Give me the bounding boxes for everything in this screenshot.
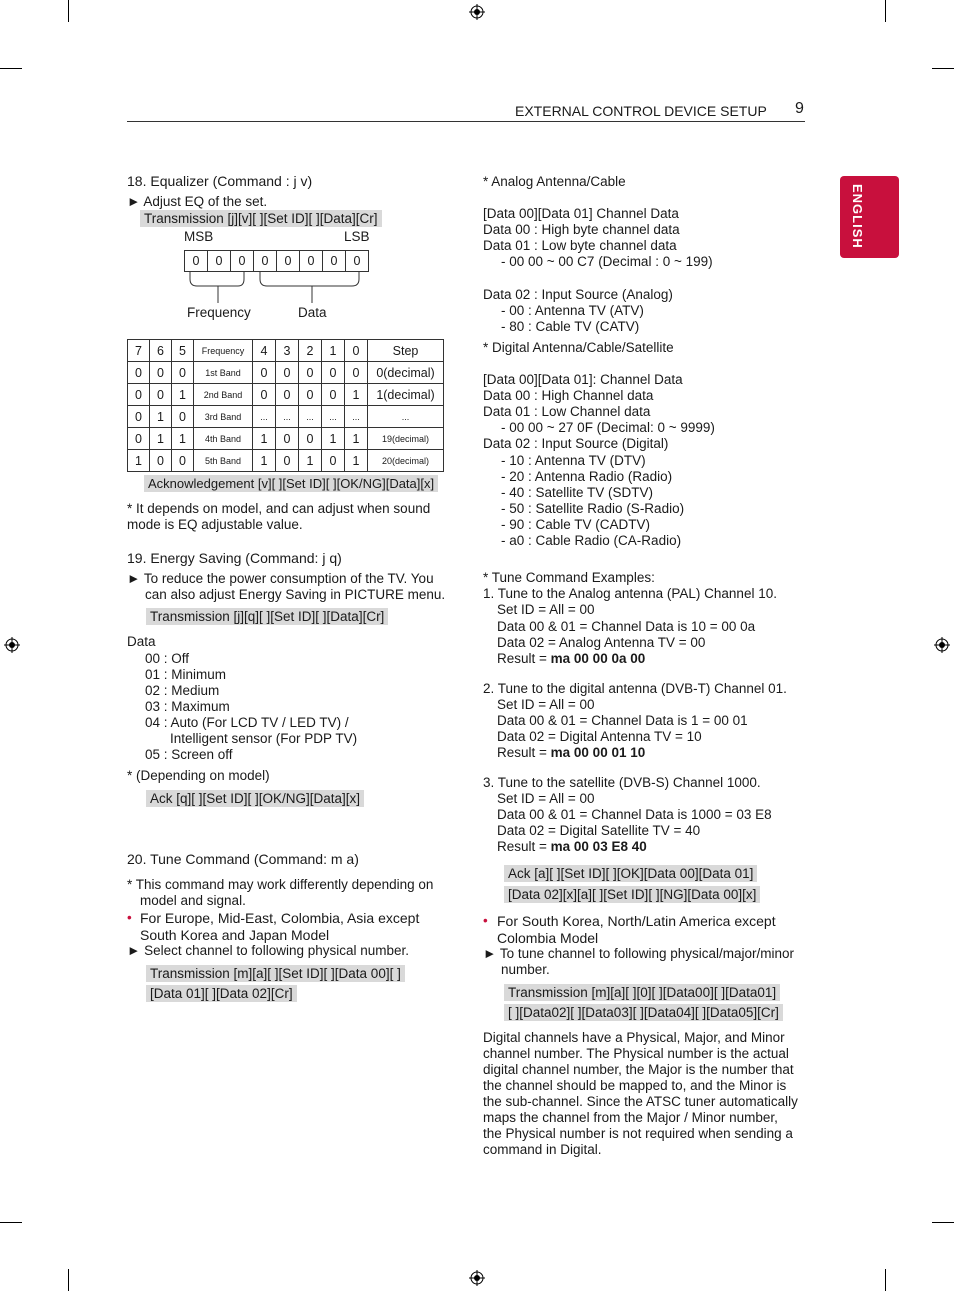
example-line: Data 00 & 01 = Channel Data is 1 = 00 01 [497, 713, 748, 728]
tune-region: South Korea and Japan Model [140, 927, 330, 943]
table-row [128, 384, 444, 406]
crop-mark [932, 1222, 954, 1223]
table-cell: 0 [253, 362, 276, 384]
energy-data-label: Data [127, 634, 156, 649]
tune-note: * This command may work differently depending on [127, 877, 434, 892]
table-cell: 1(decimal) [368, 384, 444, 406]
table-cell: 0 [299, 428, 322, 450]
eq-acknowledgement: Acknowledgement [v][ ][Set ID][ ][OK/NG][Data][x] [144, 475, 438, 492]
korea-region: Colombia Model [497, 930, 599, 946]
table-cell: 0 [150, 450, 172, 472]
table-header-cell: 3 [276, 340, 299, 362]
paragraph-line: command in Digital. [483, 1142, 602, 1157]
table-cell: ... [253, 406, 276, 428]
paragraph-line: the sub-channel. Since the ATSC tuner automatically [483, 1094, 798, 1109]
table-cell: 0 [150, 384, 172, 406]
table-row [128, 428, 444, 450]
energy-data-item: 02 : Medium [145, 683, 220, 698]
energy-description: can also adjust Energy Saving in PICTURE menu. [145, 587, 446, 602]
table-cell: 0 [299, 362, 322, 384]
digital-line: [Data 00][Data 01]: Channel Data [483, 372, 683, 387]
bit-bracket [184, 271, 374, 305]
table-cell: 1 [150, 406, 172, 428]
table-cell: ... [368, 406, 444, 428]
header-rule [127, 121, 805, 122]
analog-source: Data 02 : Input Source (Analog) [483, 287, 673, 302]
digital-line: Data 00 : High Channel data [483, 388, 654, 403]
table-cell: 1 [345, 428, 368, 450]
registration-mark-icon [469, 4, 485, 20]
digital-line: Data 02 : Input Source (Digital) [483, 436, 669, 451]
table-cell: 1 [253, 428, 276, 450]
bullet-icon: • [483, 913, 488, 928]
energy-description: ► To reduce the power consumption of the TV. You [127, 571, 434, 586]
language-tab [840, 176, 899, 258]
example-line: 1. Tune to the Analog antenna (PAL) Channel 10. [483, 586, 777, 601]
example-line: Data 00 & 01 = Channel Data is 10 = 00 0a [497, 619, 756, 634]
table-cell: ... [345, 406, 368, 428]
tune-ack: Ack [a][ ][Set ID][ ][OK][Data 00][Data 01] [504, 865, 757, 882]
table-cell: 1 [345, 384, 368, 406]
digital-channel-paragraph [483, 1030, 801, 1158]
tune-title: 20. Tune Command (Command: m a) [127, 851, 359, 867]
table-cell: 1 [172, 428, 194, 450]
table-cell: 0 [299, 384, 322, 406]
analog-line: Data 01 : Low byte channel data [483, 238, 677, 253]
energy-ack: Ack [q][ ][Set ID][ ][OK/NG][Data][x] [146, 790, 364, 807]
analog-line: Data 00 : High byte channel data [483, 222, 680, 237]
table-row [128, 362, 444, 384]
example-line: 2. Tune to the digital antenna (DVB-T) Channel 01. [483, 681, 787, 696]
tune-transmission: Transmission [m][a][ ][Set ID][ ][Data 00][ ] [146, 965, 405, 982]
table-cell: ... [299, 406, 322, 428]
table-cell: 1st Band [194, 362, 253, 384]
example-result [497, 651, 645, 667]
energy-data-item: 01 : Minimum [145, 667, 227, 682]
table-header-cell: 5 [172, 340, 194, 362]
eq-note: mode is EQ adjustable value. [127, 517, 303, 532]
table-cell: 0 [276, 428, 299, 450]
paragraph-line: the channel should be mapped to, and the Minor is [483, 1078, 787, 1093]
registration-mark-icon [934, 637, 950, 653]
example-result [497, 839, 647, 855]
lsb-label: LSB [344, 229, 370, 244]
example-line: Set ID = All = 00 [497, 791, 595, 806]
table-cell: 19(decimal) [368, 428, 444, 450]
example-line: Set ID = All = 00 [497, 602, 595, 617]
table-cell: 0 [322, 384, 345, 406]
korea-transmission: [ ][Data02][ ][Data03][ ][Data04][ ][Data05][Cr] [504, 1004, 783, 1021]
digital-line: - 00 00 ~ 27 0F (Decimal: 0 ~ 9999) [501, 420, 715, 435]
table-header-cell: 1 [322, 340, 345, 362]
table-cell: 1 [299, 450, 322, 472]
analog-source: - 00 : Antenna TV (ATV) [501, 303, 644, 318]
eq-title: 18. Equalizer (Command : j v) [127, 173, 313, 189]
crop-mark [68, 1269, 69, 1291]
bit-field [184, 250, 369, 272]
digital-line: - 40 : Satellite TV (SDTV) [501, 485, 654, 500]
paragraph-line: the Physical number is not required when sending a [483, 1126, 793, 1141]
korea-transmission: Transmission [m][a][ ][0][ ][Data00][ ][Data01] [504, 984, 780, 1001]
table-row [128, 406, 444, 428]
table-cell: 1 [128, 450, 150, 472]
example-result [497, 745, 645, 761]
analog-source: - 80 : Cable TV (CATV) [501, 319, 640, 334]
crop-mark [0, 68, 22, 69]
eq-table [127, 339, 444, 472]
bit-cell: 0 [323, 251, 346, 271]
crop-mark [932, 68, 954, 69]
bit-cell: 0 [185, 251, 208, 271]
bit-cell: 0 [254, 251, 277, 271]
result-value: ma 00 00 01 10 [550, 745, 646, 760]
korea-description: number. [501, 962, 550, 977]
registration-mark-icon [469, 1270, 485, 1286]
table-cell: 0 [345, 362, 368, 384]
tune-region: For Europe, Mid-East, Colombia, Asia except [140, 910, 420, 926]
table-cell: 5th Band [194, 450, 253, 472]
digital-line: - 10 : Antenna TV (DTV) [501, 453, 646, 468]
energy-transmission: Transmission [j][q][ ][Set ID][ ][Data][Cr] [146, 608, 388, 625]
examples-title: * Tune Command Examples: [483, 570, 655, 585]
table-row [128, 450, 444, 472]
eq-transmission: Transmission [j][v][ ][Set ID][ ][Data][Cr] [140, 210, 382, 227]
eq-note: * It depends on model, and can adjust when sound [127, 501, 431, 516]
registration-mark-icon [4, 637, 20, 653]
table-cell: 0 [128, 362, 150, 384]
result-label: Result = [497, 745, 551, 760]
bit-cell: 0 [208, 251, 231, 271]
page-number: 9 [795, 100, 804, 117]
tune-ack: [Data 02][x][a][ ][Set ID][ ][NG][Data 00][x] [504, 886, 760, 903]
table-cell: 20(decimal) [368, 450, 444, 472]
table-cell: 4th Band [194, 428, 253, 450]
bit-cell: 0 [277, 251, 300, 271]
table-cell: 0 [322, 362, 345, 384]
table-cell: 0 [128, 384, 150, 406]
analog-title: * Analog Antenna/Cable [483, 174, 626, 189]
energy-data-item: 03 : Maximum [145, 699, 230, 714]
table-cell: 1 [172, 384, 194, 406]
paragraph-line: digital channel number, the Major is the number that [483, 1062, 794, 1077]
korea-region: For South Korea, North/Latin America except [497, 913, 776, 929]
example-line: Data 00 & 01 = Channel Data is 1000 = 03 E8 [497, 807, 772, 822]
analog-line: - 00 00 ~ 00 C7 (Decimal : 0 ~ 199) [501, 254, 713, 269]
table-cell: 0 [128, 406, 150, 428]
result-label: Result = [497, 651, 551, 666]
digital-title: * Digital Antenna/Cable/Satellite [483, 340, 674, 355]
korea-description: ► To tune channel to following physical/major/minor [483, 946, 795, 961]
table-cell: 0 [276, 384, 299, 406]
paragraph-line: Digital channels have a Physical, Major, and Minor [483, 1030, 785, 1045]
digital-line: - 90 : Cable TV (CADTV) [501, 517, 651, 532]
table-cell: 1 [253, 450, 276, 472]
crop-mark [68, 0, 69, 22]
table-cell: 0 [128, 428, 150, 450]
table-header-cell: 2 [299, 340, 322, 362]
energy-data-item: 00 : Off [145, 651, 190, 666]
table-header-cell: Frequency [194, 340, 253, 362]
table-header-cell: Step [368, 340, 444, 362]
example-line: Data 02 = Analog Antenna TV = 00 [497, 635, 706, 650]
bullet-icon: • [127, 910, 132, 925]
eq-description: ► Adjust EQ of the set. [127, 194, 268, 209]
table-header-row [128, 340, 444, 362]
table-cell: 0 [150, 362, 172, 384]
crop-mark [0, 1222, 22, 1223]
example-line: Data 02 = Digital Antenna TV = 10 [497, 729, 702, 744]
bit-cell: 0 [300, 251, 323, 271]
table-cell: 0 [253, 384, 276, 406]
digital-line: - 20 : Antenna Radio (Radio) [501, 469, 673, 484]
table-header-cell: 0 [345, 340, 368, 362]
table-cell: 3rd Band [194, 406, 253, 428]
table-cell: 2nd Band [194, 384, 253, 406]
tune-note: model and signal. [140, 893, 246, 908]
table-cell: 0 [172, 406, 194, 428]
table-cell: 0 [172, 450, 194, 472]
table-header-cell: 4 [253, 340, 276, 362]
example-line: 3. Tune to the satellite (DVB-S) Channel 1000. [483, 775, 761, 790]
crop-mark [885, 0, 886, 22]
result-value: ma 00 03 E8 40 [550, 839, 647, 854]
bit-cell: 0 [231, 251, 254, 271]
msb-label: MSB [184, 229, 214, 244]
table-cell: 0 [276, 450, 299, 472]
digital-line: - 50 : Satellite Radio (S-Radio) [501, 501, 685, 516]
tune-transmission: [Data 01][ ][Data 02][Cr] [146, 985, 297, 1002]
table-cell: 1 [150, 428, 172, 450]
energy-data-item: 05 : Screen off [145, 747, 233, 762]
paragraph-line: maps the channel from the Major / Minor number, [483, 1110, 778, 1125]
section-title: EXTERNAL CONTROL DEVICE SETUP [515, 103, 767, 119]
table-header-cell: 6 [150, 340, 172, 362]
table-cell: ... [322, 406, 345, 428]
example-line: Data 02 = Digital Satellite TV = 40 [497, 823, 701, 838]
table-cell: 0 [172, 362, 194, 384]
tune-description: ► Select channel to following physical number. [127, 943, 410, 958]
table-header-cell: 7 [128, 340, 150, 362]
bit-cell: 0 [353, 254, 361, 268]
table-cell: 0 [276, 362, 299, 384]
result-label: Result = [497, 839, 551, 854]
energy-note: * (Depending on model) [127, 768, 270, 783]
digital-line: Data 01 : Low Channel data [483, 404, 651, 419]
table-cell: ... [276, 406, 299, 428]
digital-line: - a0 : Cable Radio (CA-Radio) [501, 533, 682, 548]
example-line: Set ID = All = 00 [497, 697, 595, 712]
language-tab-label: ENGLISH [850, 184, 865, 249]
table-cell: 0 [322, 450, 345, 472]
result-value: ma 00 00 0a 00 [550, 651, 646, 666]
energy-data-item: 04 : Auto (For LCD TV / LED TV) / [145, 715, 349, 730]
energy-title: 19. Energy Saving (Command: j q) [127, 550, 342, 566]
data-label: Data [298, 305, 327, 320]
analog-line: [Data 00][Data 01] Channel Data [483, 206, 679, 221]
table-cell: 1 [322, 428, 345, 450]
crop-mark [885, 1269, 886, 1291]
energy-data-item: Intelligent sensor (For PDP TV) [170, 731, 358, 746]
table-cell: 0(decimal) [368, 362, 444, 384]
paragraph-line: channel number. The Physical number is the actual [483, 1046, 789, 1061]
table-cell: 1 [345, 450, 368, 472]
frequency-label: Frequency [187, 305, 251, 320]
